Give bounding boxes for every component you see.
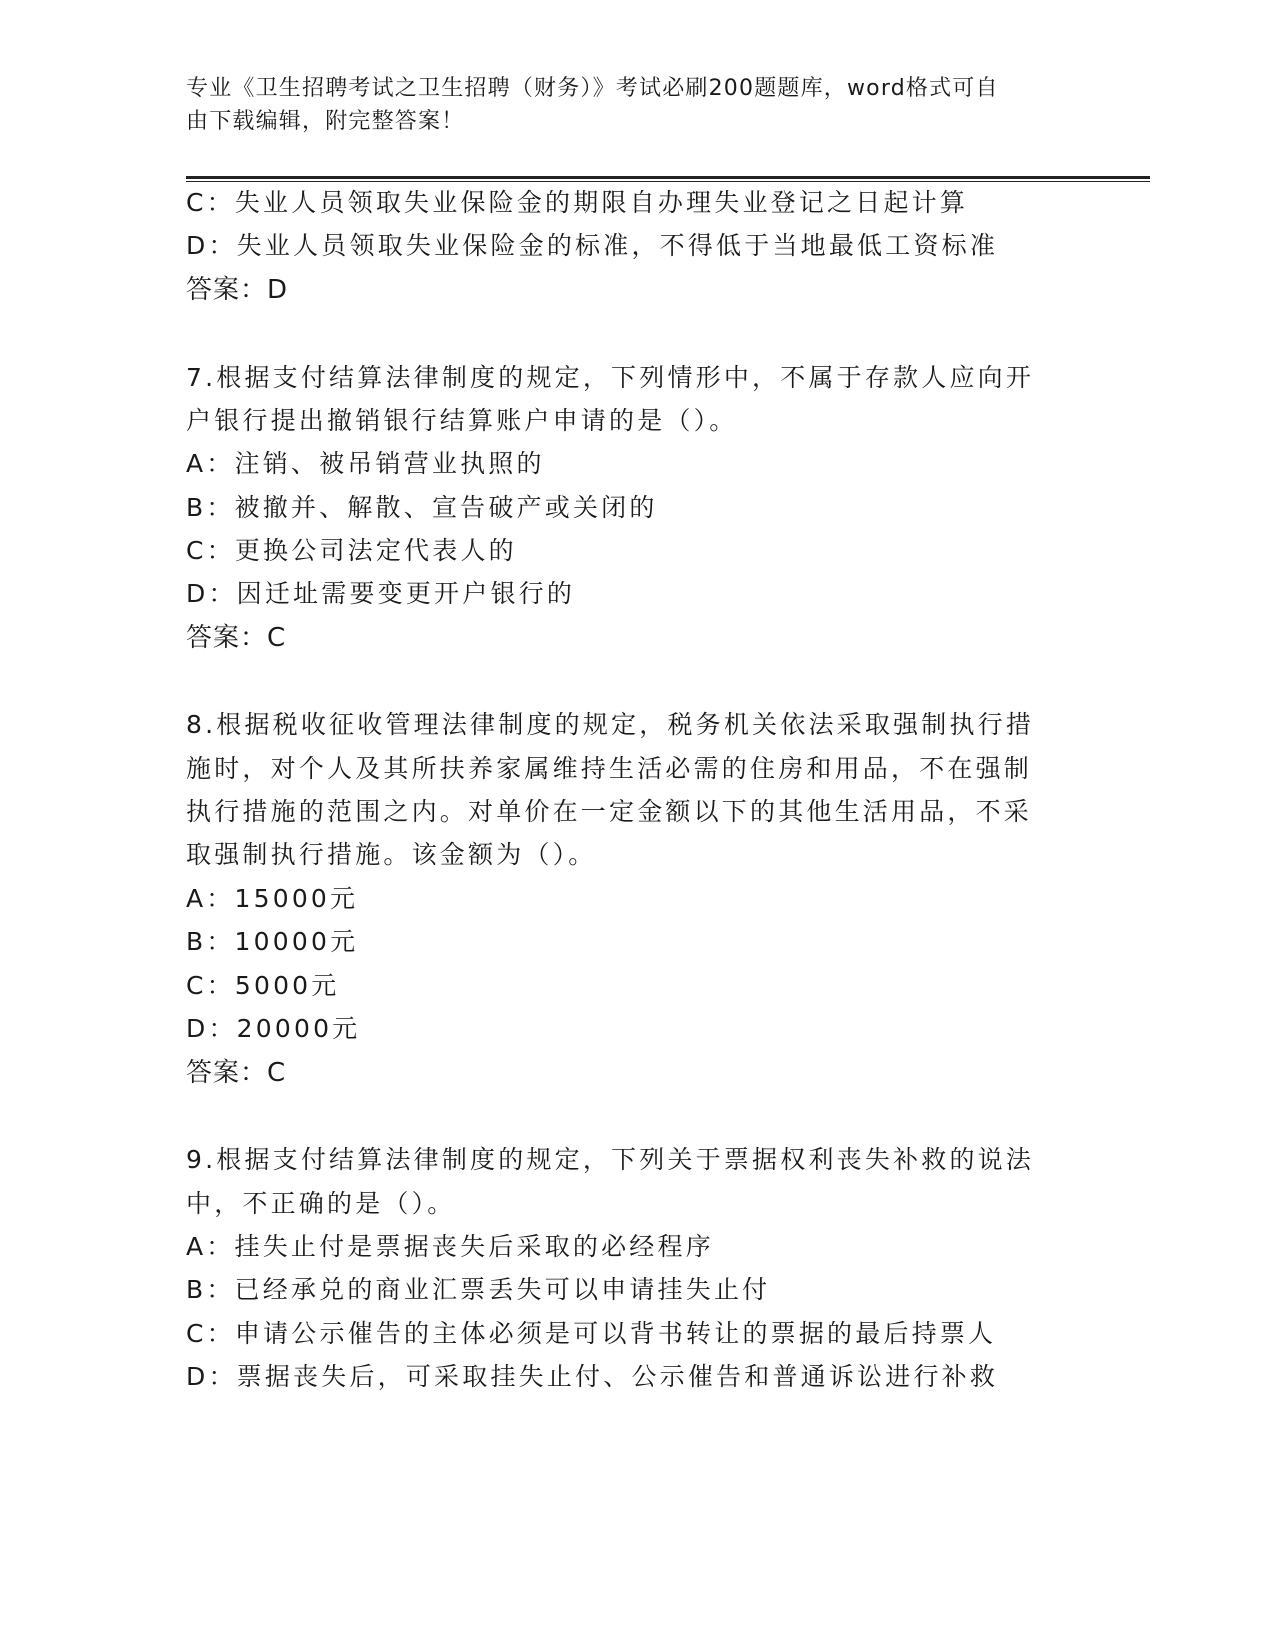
q9-option-c: C：申请公示催告的主体必须是可以背书转让的票据的最后持票人 (186, 1319, 997, 1348)
q8-option-d: D：20000元 (186, 1014, 361, 1043)
header-line-1: 专业《卫生招聘考试之卫生招聘（财务）》考试必刷200题题库，word格式可自 (186, 76, 999, 101)
document-header (186, 72, 1066, 138)
q9-option-a: A：挂失止付是票据丧失后采取的必经程序 (186, 1232, 714, 1261)
q8-stem-line-1: 8.根据税收征收管理法律制度的规定，税务机关依法采取强制执行措 (186, 710, 1035, 739)
q8-answer: 答案：C (186, 1058, 287, 1088)
q7-stem-line-2: 户银行提出撤销银行结算账户申请的是（）。 (186, 406, 738, 435)
prev-answer: 答案：D (186, 275, 289, 305)
q8-stem-line-2: 施时，对个人及其所扶养家属维持生活必需的住房和用品，不在强制 (186, 754, 1033, 783)
prev-option-c: C：失业人员领取失业保险金的期限自办理失业登记之日起计算 (186, 188, 969, 217)
header-line-2: 由下载编辑，附完整答案！ (186, 109, 465, 134)
q8-option-c: C：5000元 (186, 971, 340, 1000)
q7-option-b: B：被撤并、解散、宣告破产或关闭的 (186, 493, 658, 522)
q8-stem-line-4: 取强制执行措施。该金额为（）。 (186, 840, 597, 869)
q7-stem-line-1: 7.根据支付结算法律制度的规定，下列情形中，不属于存款人应向开 (186, 363, 1035, 392)
q7-option-d: D：因迁址需要变更开户银行的 (186, 579, 576, 608)
q7-option-a: A：注销、被吊销营业执照的 (186, 449, 545, 478)
q8-option-a: A：15000元 (186, 884, 359, 913)
prev-option-d: D：失业人员领取失业保险金的标准，不得低于当地最低工资标准 (186, 231, 999, 260)
q9-option-d: D：票据丧失后，可采取挂失止付、公示催告和普通诉讼进行补救 (186, 1362, 999, 1391)
header-divider-thin (186, 181, 1150, 182)
q9-stem-line-1: 9.根据支付结算法律制度的规定，下列关于票据权利丧失补救的说法 (186, 1145, 1035, 1174)
q7-answer: 答案：C (186, 623, 287, 653)
q8-option-b: B：10000元 (186, 927, 359, 956)
q7-option-c: C：更换公司法定代表人的 (186, 536, 517, 565)
q8-stem-line-3: 执行措施的范围之内。对单价在一定金额以下的其他生活用品，不采 (186, 797, 1033, 826)
q9-option-b: B：已经承兑的商业汇票丢失可以申请挂失止付 (186, 1275, 771, 1304)
header-divider-thick (186, 176, 1150, 179)
q9-stem-line-2: 中，不正确的是（）。 (186, 1189, 456, 1218)
